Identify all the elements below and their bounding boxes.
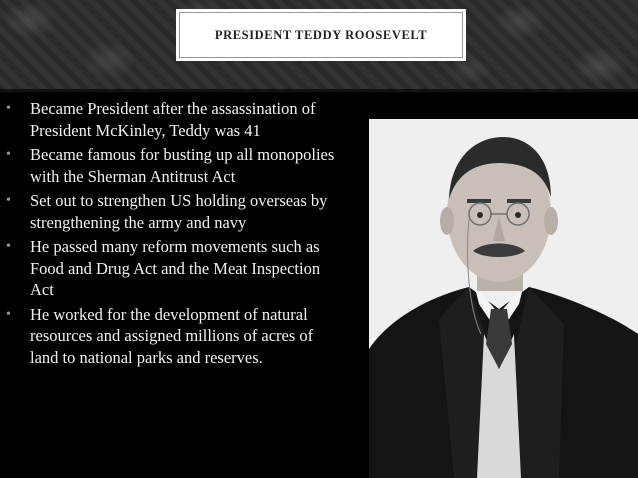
portrait-icon [369,119,638,478]
title-box [176,9,466,61]
bullet-icon: • [6,147,11,162]
bullet-icon: • [6,239,11,254]
bullet-text: He worked for the development of natural resources and assigned millions of acres of land to national parks and reserves. [30,304,314,367]
bullet-item [6,236,341,301]
bullet-item [6,144,341,187]
bullet-item [6,304,341,369]
bullet-text: Set out to strengthen US holding overseas by strengthening the army and navy [30,191,328,232]
bullet-icon: • [6,101,11,116]
bullet-icon: • [6,306,11,322]
portrait-photo [369,119,638,478]
slide-title: PRESIDENT TEDDY ROOSEVELT [214,27,428,42]
bullet-text: Became President after the assassination of President McKinley, Teddy was 41 [30,99,316,140]
bullet-item [6,98,341,141]
bullet-icon: • [6,193,11,208]
bullet-text: Became famous for busting up all monopolies with the Sherman Antitrust Act [30,145,335,186]
bullet-item [6,190,341,233]
bullet-list [6,98,341,371]
bullet-text: He passed many reform movements such as Food and Drug Act and the Meat Inspection Act [30,237,321,299]
